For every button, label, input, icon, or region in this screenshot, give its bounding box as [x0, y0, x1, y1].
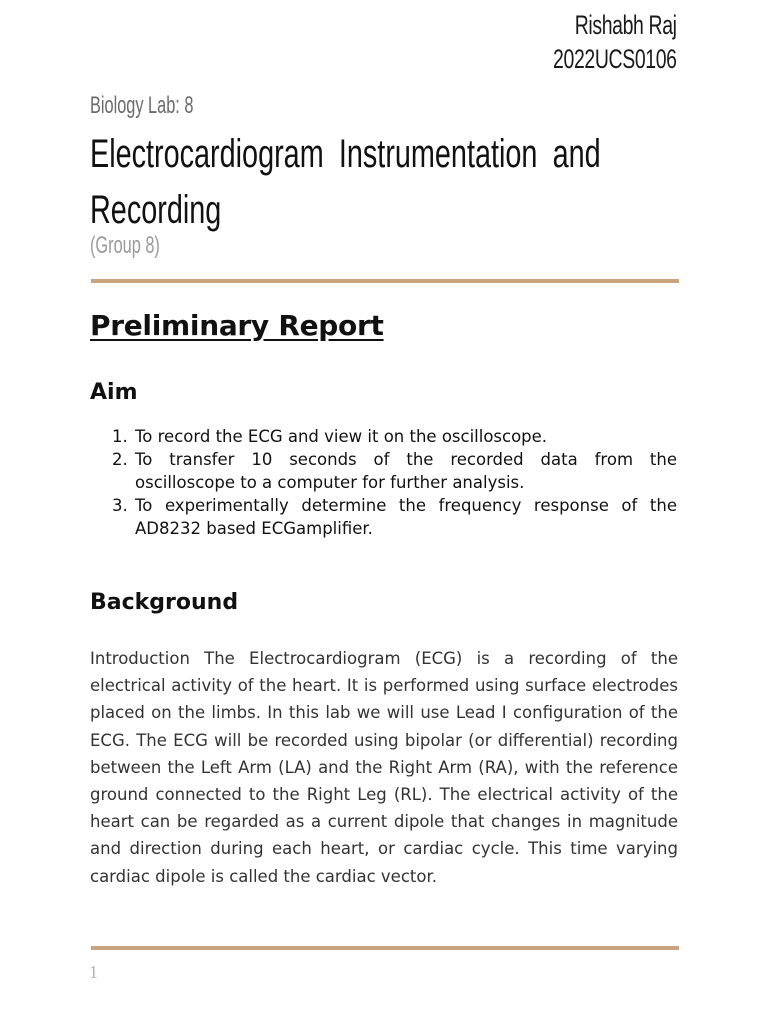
header-divider	[91, 279, 679, 283]
aim-list	[112, 425, 677, 540]
title-line-1: Electrocardiogram Instrumentation and	[90, 132, 601, 176]
list-item	[112, 425, 677, 448]
author-name: Rishabh Raj	[575, 10, 677, 40]
list-item	[112, 494, 677, 540]
page-number: 1	[89, 962, 98, 982]
list-item-number: 2.	[112, 450, 128, 469]
author-roll-number: 2022UCS0106	[553, 44, 677, 74]
background-heading: Background	[90, 590, 239, 615]
lab-label: Biology Lab: 8	[90, 92, 194, 119]
list-item-text: To transfer 10 seconds of the recorded data from the oscilloscope to a computer for further analysis.	[135, 450, 677, 492]
report-heading: Preliminary Report	[90, 309, 384, 342]
list-item-text: To record the ECG and view it on the oscilloscope.	[135, 427, 548, 446]
group-label: (Group 8)	[90, 232, 160, 259]
footer-divider	[91, 946, 679, 950]
title-line-2: Recording	[90, 188, 222, 232]
list-item-text: To experimentally determine the frequency response of the AD8232 based ECGamplifier.	[135, 496, 677, 538]
document-title	[90, 126, 678, 238]
aim-heading: Aim	[90, 380, 138, 405]
author-block	[505, 8, 677, 76]
list-item-number: 1.	[112, 427, 128, 446]
list-item-number: 3.	[112, 496, 128, 515]
background-paragraph: Introduction The Electrocardiogram (ECG) is a recording of the electrical activity of the heart. It is performed using surface electrodes placed on the limbs. In this lab we will use Lead I configuration of the ECG. The ECG will be recorded using bipolar (or differential) recording between the Left Arm (LA) and the Right Arm (RA), with the reference ground connected to the Right Leg (RL). The electrical activity of the heart can be regarded as a current dipole that changes in magnitude and direction during each heart, or cardiac cycle. This time varying cardiac dipole is called the cardiac vector.	[90, 649, 678, 886]
list-item	[112, 448, 677, 494]
